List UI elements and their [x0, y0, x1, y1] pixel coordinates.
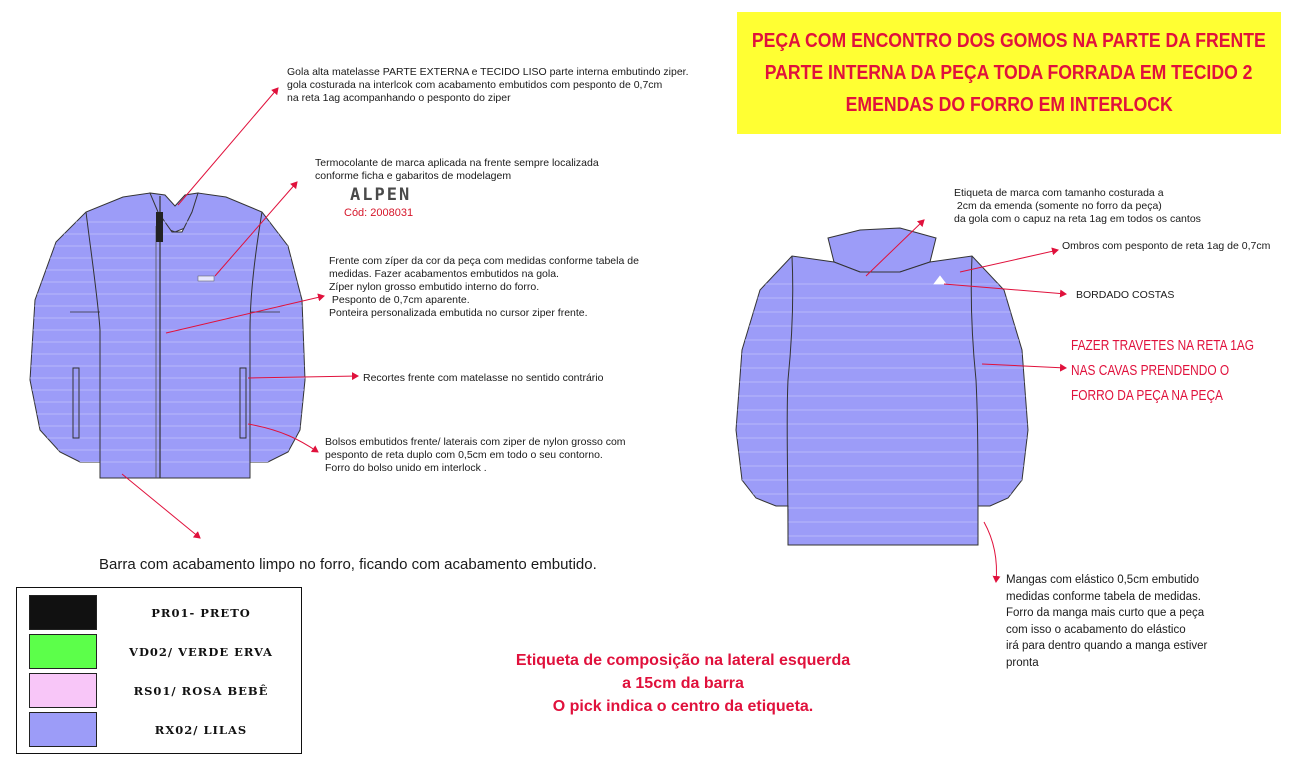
legend-row	[17, 670, 303, 708]
shoulders-note-line: Ombros com pesponto de reta 1ag de 0,7cm	[1062, 240, 1271, 252]
brand-logo: ALPEN	[350, 185, 412, 205]
color-swatch-lilas	[29, 712, 97, 747]
legend-row	[17, 592, 303, 630]
cuts-note-line: Recortes frente com matelasse no sentido contrário	[363, 372, 604, 384]
bartacks-note-line: FAZER TRAVETES NA RETA 1AG	[1071, 338, 1255, 354]
zipper-note-line: Pesponto de 0,7cm aparente.	[329, 294, 470, 306]
brand-label-note-line: conforme ficha e gabaritos de modelagem	[315, 170, 512, 182]
back-brand-label-note	[954, 187, 1201, 226]
embroidery-note-line: BORDADO COSTAS	[1076, 289, 1175, 301]
front-quilting	[20, 222, 310, 462]
back-jacket	[730, 228, 1040, 545]
composition-note-line: a 15cm da barra	[622, 675, 744, 692]
cuts-note	[363, 372, 603, 385]
hem-note: Barra com acabamento limpo no forro, ficando com acabamento embutido.	[99, 556, 597, 573]
back-brand-label-line: da gola com o capuz na reta 1ag em todos os cantos	[954, 213, 1201, 225]
back-body	[736, 256, 1028, 545]
zipper-note	[329, 255, 639, 320]
chest-logo-icon	[198, 276, 214, 281]
zipper-note-line: medidas. Fazer acabamentos embutidos na gola.	[329, 268, 559, 280]
color-code-label: VD02/ VERDE ERVA	[129, 645, 273, 659]
banner-line-3: EMENDAS DO FORRO EM INTERLOCK	[845, 93, 1173, 116]
front-jacket	[20, 193, 310, 478]
back-brand-label-line: Etiqueta de marca com tamanho costurada a	[954, 187, 1164, 199]
sleeves-note-line: pronta	[1006, 656, 1039, 669]
pockets-note	[325, 436, 626, 475]
zipper-note-line: Ponteira personalizada embutida no cursor ziper frente.	[329, 307, 588, 319]
color-code-label: PR01- PRETO	[151, 606, 251, 620]
zipper-note-line: Frente com zíper da cor da peça com medidas conforme tabela de	[329, 255, 639, 267]
front-body	[30, 193, 305, 478]
bartacks-note-line: NAS CAVAS PRENDENDO O	[1071, 363, 1230, 379]
color-swatch-preto	[29, 595, 97, 630]
zipper-note-line: Zíper nylon grosso embutido interno do forro.	[329, 281, 540, 293]
pockets-note-line: Bolsos embutidos frente/ laterais com ziper de nylon grosso com	[325, 436, 626, 448]
sleeves-note-line: Mangas com elástico 0,5cm embutido	[1006, 574, 1200, 586]
banner-line-2: PARTE INTERNA DA PEÇA TODA FORRADA EM TECIDO 2	[765, 61, 1253, 84]
sleeves-note-line: irá para dentro quando a manga estiver	[1006, 640, 1208, 652]
pockets-note-line: pesponto de reta duplo com 0,5cm em todo o seu contorno.	[325, 449, 603, 461]
composition-note	[440, 649, 926, 718]
pockets-note-line: Forro do bolso unido em interlock .	[325, 462, 487, 474]
collar-note	[287, 66, 689, 105]
color-swatch-verde-erva	[29, 634, 97, 669]
sleeves-note-line: com isso o acabamento do elástico	[1006, 623, 1186, 636]
collar-note-line: na reta 1ag acompanhando o pesponto do ziper	[287, 92, 511, 104]
color-swatch-rosa-bebe	[29, 673, 97, 708]
sleeves-note	[1006, 572, 1207, 671]
embroidery-note	[1076, 289, 1174, 302]
color-code-label: RX02/ LILAS	[154, 723, 248, 737]
zipper-pull-icon	[156, 212, 163, 242]
composition-note-line: O pick indica o centro da etiqueta.	[552, 698, 814, 715]
sleeves-note-line: Forro da manga mais curto que a peça	[1006, 607, 1205, 619]
brand-label-note-line: Termocolante de marca aplicada na frente sempre localizada	[315, 157, 599, 169]
collar-note-line: gola costurada na interlcok com acabamento embutidos com pesponto de 0,7cm	[287, 79, 663, 91]
bartacks-note	[1071, 334, 1292, 409]
collar-note-line: Gola alta matelasse PARTE EXTERNA e TECIDO LISO parte interna embutindo ziper.	[287, 66, 689, 78]
composition-note-line: Etiqueta de composição na lateral esquerda	[515, 652, 851, 669]
legend-row	[17, 631, 303, 669]
sleeves-note-line: medidas conforme tabela de medidas.	[1006, 590, 1201, 603]
back-brand-label-line: 2cm da emenda (somente no forro da peça)	[954, 200, 1162, 212]
brand-label-note	[315, 157, 599, 183]
color-code-label: RS01/ ROSA BEBÊ	[133, 684, 269, 698]
color-legend	[16, 587, 302, 754]
header-banner	[737, 12, 1281, 134]
banner-line-1: PEÇA COM ENCONTRO DOS GOMOS NA PARTE DA FRENTE	[752, 29, 1266, 52]
shoulders-note	[1062, 240, 1270, 253]
legend-row	[17, 709, 303, 747]
logo-code: Cód: 2008031	[344, 207, 414, 219]
bartacks-note-line: FORRO DA PEÇA NA PEÇA	[1071, 388, 1223, 404]
